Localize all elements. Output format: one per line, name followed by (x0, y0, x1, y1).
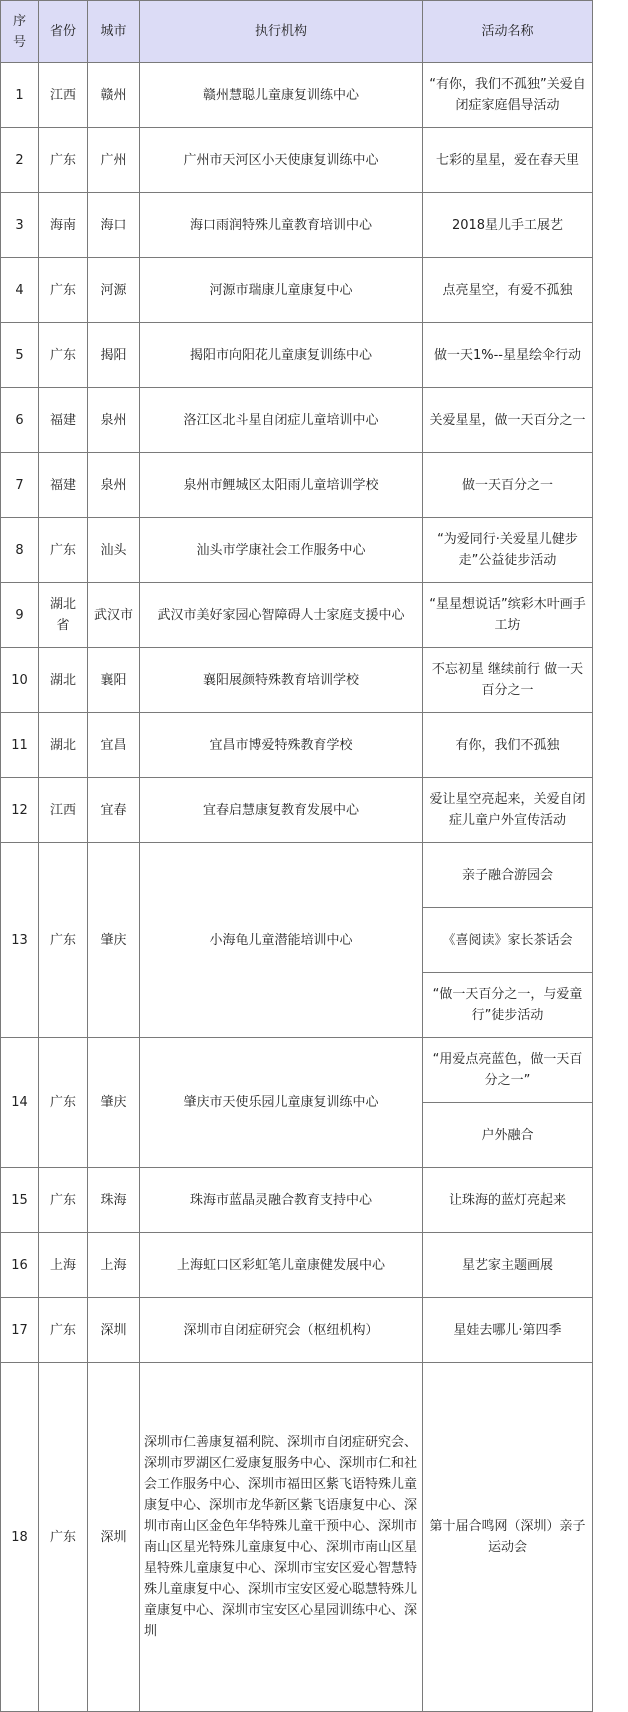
cell-activity: 星艺家主题画展 (423, 1233, 593, 1298)
table-row (1, 193, 593, 258)
cell-no: 6 (1, 388, 39, 453)
cell-org: 珠海市蓝晶灵融合教育支持中心 (140, 1168, 423, 1233)
cell-activity: 第十届合鸣网（深圳）亲子运动会 (423, 1363, 593, 1712)
cell-no: 11 (1, 713, 39, 778)
cell-province: 湖北省 (39, 583, 88, 648)
table-row (1, 453, 593, 518)
cell-org: 揭阳市向阳花儿童康复训练中心 (140, 323, 423, 388)
cell-no: 1 (1, 63, 39, 128)
cell-activity: “为爱同行·关爱星儿健步走”公益徒步活动 (423, 518, 593, 583)
cell-city: 河源 (88, 258, 140, 323)
table-row (1, 1363, 593, 1712)
table-row (1, 518, 593, 583)
cell-province: 广东 (39, 258, 88, 323)
cell-province: 江西 (39, 778, 88, 843)
cell-org: 上海虹口区彩虹笔儿童康健发展中心 (140, 1233, 423, 1298)
cell-activity: 爱让星空亮起来，关爱自闭症儿童户外宣传活动 (423, 778, 593, 843)
cell-province: 广东 (39, 323, 88, 388)
cell-no: 16 (1, 1233, 39, 1298)
table-row (1, 713, 593, 778)
cell-org: 广州市天河区小天使康复训练中心 (140, 128, 423, 193)
cell-activity: 户外融合 (423, 1103, 593, 1168)
table-body (1, 63, 593, 1712)
cell-province: 海南 (39, 193, 88, 258)
cell-org: 宜春启慧康复教育发展中心 (140, 778, 423, 843)
cell-city: 武汉市 (88, 583, 140, 648)
table-row (1, 583, 593, 648)
cell-city: 广州 (88, 128, 140, 193)
cell-no: 15 (1, 1168, 39, 1233)
cell-org: 汕头市学康社会工作服务中心 (140, 518, 423, 583)
cell-city: 揭阳 (88, 323, 140, 388)
table-row (1, 1233, 593, 1298)
cell-no: 9 (1, 583, 39, 648)
cell-org: 肇庆市天使乐园儿童康复训练中心 (140, 1038, 423, 1168)
cell-city: 襄阳 (88, 648, 140, 713)
cell-activity: 星娃去哪儿·第四季 (423, 1298, 593, 1363)
cell-city: 深圳 (88, 1298, 140, 1363)
table-row (1, 1038, 593, 1103)
cell-province: 江西 (39, 63, 88, 128)
cell-org: 武汉市美好家园心智障碍人士家庭支援中心 (140, 583, 423, 648)
cell-no: 3 (1, 193, 39, 258)
cell-org: 深圳市仁善康复福利院、深圳市自闭症研究会、深圳市罗湖区仁爱康复服务中心、深圳市仁和社会工作服务中心、深圳市福田区紫飞语特殊儿童康复中心、深圳市龙华新区紫飞语康复中心、深圳市南山区金色年华特殊儿童干预中心、深圳市南山区星光特殊儿童康复中心、深圳市南山区星星特殊儿童康复中心、深圳市宝安区爱心智慧特殊儿童康复中心、深圳市宝安区爱心聪慧特殊儿童康复中心、深圳市宝安区心星园训练中心、深圳 (140, 1363, 423, 1712)
cell-province: 湖北 (39, 713, 88, 778)
cell-org: 泉州市鲤城区太阳雨儿童培训学校 (140, 453, 423, 518)
table-row (1, 128, 593, 193)
table-row (1, 1298, 593, 1363)
cell-org: 河源市瑞康儿童康复中心 (140, 258, 423, 323)
cell-city: 泉州 (88, 388, 140, 453)
cell-no: 10 (1, 648, 39, 713)
cell-city: 上海 (88, 1233, 140, 1298)
cell-activity: 点亮星空，有爱不孤独 (423, 258, 593, 323)
cell-city: 泉州 (88, 453, 140, 518)
cell-no: 5 (1, 323, 39, 388)
cell-org: 深圳市自闭症研究会（枢纽机构） (140, 1298, 423, 1363)
table-row (1, 778, 593, 843)
cell-no: 7 (1, 453, 39, 518)
cell-no: 8 (1, 518, 39, 583)
cell-province: 广东 (39, 1363, 88, 1712)
cell-activity: 亲子融合游园会 (423, 843, 593, 908)
cell-no: 12 (1, 778, 39, 843)
cell-province: 湖北 (39, 648, 88, 713)
cell-city: 珠海 (88, 1168, 140, 1233)
cell-no: 14 (1, 1038, 39, 1168)
header-activity: 活动名称 (423, 1, 593, 63)
cell-city: 宜春 (88, 778, 140, 843)
cell-org: 洛江区北斗星自闭症儿童培训中心 (140, 388, 423, 453)
cell-no: 18 (1, 1363, 39, 1712)
cell-city: 赣州 (88, 63, 140, 128)
cell-activity: 让珠海的蓝灯亮起来 (423, 1168, 593, 1233)
cell-activity: “有你，我们不孤独”关爱自闭症家庭倡导活动 (423, 63, 593, 128)
cell-province: 广东 (39, 1298, 88, 1363)
cell-activity: “星星想说话”缤彩木叶画手工坊 (423, 583, 593, 648)
cell-activity: 有你，我们不孤独 (423, 713, 593, 778)
header-city: 城市 (88, 1, 140, 63)
cell-org: 海口雨润特殊儿童教育培训中心 (140, 193, 423, 258)
cell-city: 肇庆 (88, 843, 140, 1038)
cell-province: 广东 (39, 1038, 88, 1168)
cell-activity: 七彩的星星，爱在春天里 (423, 128, 593, 193)
table-row (1, 323, 593, 388)
cell-province: 上海 (39, 1233, 88, 1298)
cell-province: 广东 (39, 843, 88, 1038)
table-row (1, 1168, 593, 1233)
cell-org: 襄阳展颜特殊教育培训学校 (140, 648, 423, 713)
header-province: 省份 (39, 1, 88, 63)
cell-province: 福建 (39, 453, 88, 518)
cell-no: 17 (1, 1298, 39, 1363)
cell-no: 2 (1, 128, 39, 193)
cell-city: 海口 (88, 193, 140, 258)
header-row (1, 1, 593, 63)
table-row (1, 388, 593, 453)
cell-activity: 关爱星星，做一天百分之一 (423, 388, 593, 453)
cell-city: 宜昌 (88, 713, 140, 778)
table-row (1, 843, 593, 908)
cell-activity: “用爱点亮蓝色，做一天百分之一” (423, 1038, 593, 1103)
table-row (1, 63, 593, 128)
cell-province: 广东 (39, 1168, 88, 1233)
cell-city: 汕头 (88, 518, 140, 583)
cell-activity: 做一天1%--星星绘伞行动 (423, 323, 593, 388)
cell-no: 13 (1, 843, 39, 1038)
cell-activity: 2018星儿手工展艺 (423, 193, 593, 258)
table-row (1, 258, 593, 323)
cell-org: 赣州慧聪儿童康复训练中心 (140, 63, 423, 128)
table-row (1, 648, 593, 713)
cell-province: 广东 (39, 128, 88, 193)
cell-city: 深圳 (88, 1363, 140, 1712)
cell-province: 福建 (39, 388, 88, 453)
cell-activity: 不忘初星 继续前行 做一天百分之一 (423, 648, 593, 713)
header-no: 序号 (1, 1, 39, 63)
cell-province: 广东 (39, 518, 88, 583)
cell-activity: 做一天百分之一 (423, 453, 593, 518)
cell-org: 小海龟儿童潜能培训中心 (140, 843, 423, 1038)
cell-no: 4 (1, 258, 39, 323)
cell-activity: 《喜阅读》家长茶话会 (423, 908, 593, 973)
cell-activity: “做一天百分之一，与爱童行”徒步活动 (423, 973, 593, 1038)
header-org: 执行机构 (140, 1, 423, 63)
cell-city: 肇庆 (88, 1038, 140, 1168)
cell-org: 宜昌市博爱特殊教育学校 (140, 713, 423, 778)
